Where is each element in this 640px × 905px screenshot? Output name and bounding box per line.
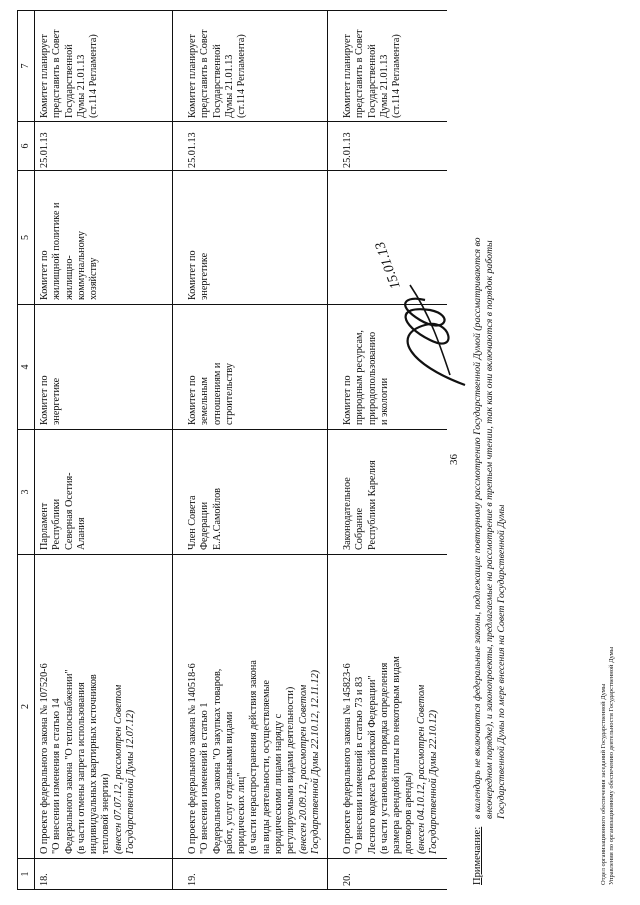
- cell-line: Федерации: [199, 501, 211, 550]
- cell-line: природным ресурсам,: [354, 330, 366, 425]
- cell-line: Думы 21.01.13: [378, 54, 390, 118]
- cell-line: Республики Карелия: [366, 460, 378, 550]
- col-header-5: 5: [17, 170, 35, 305]
- cell-line: представить в Совет: [51, 29, 63, 118]
- author-cell: [187, 432, 224, 550]
- description-line: Лесного кодекса Российской Федерации": [366, 675, 378, 854]
- description-line: "О внесении изменений в статью 1: [199, 702, 211, 854]
- col-header-2: 2: [17, 554, 35, 859]
- note-line: Государственной Думы по мере внесения на Совет Государственной Думы: [496, 504, 507, 819]
- row-divider: [172, 10, 173, 890]
- cell-line: Е.А.Самойлов: [211, 488, 223, 550]
- cell-line: Северная Осетия-: [63, 472, 75, 550]
- submission-note: Государственной Думы 12.07.12): [125, 709, 137, 854]
- table-border: [17, 10, 447, 11]
- row-divider: [327, 10, 328, 890]
- responsible-cell: [187, 174, 212, 300]
- footer-line: Управления по организационному обеспечению деятельности Государственной Думы: [608, 646, 615, 885]
- submission-note: (внесен 20.09.12, рассмотрен Советом: [297, 684, 309, 854]
- cell-line: Государственной: [63, 44, 75, 118]
- cell-line: жилищно-: [63, 255, 75, 300]
- footer-line: Отдел организационного обеспечения заседаний Государственной Думы: [600, 683, 607, 885]
- submission-note: (внесен 04.10.12, рассмотрен Советом: [415, 684, 427, 854]
- cell-line: Член Совета: [187, 495, 198, 550]
- cell-line: хозяйству: [88, 257, 100, 300]
- cell-line: энергетике: [51, 377, 63, 425]
- cell-line: Государственной: [366, 44, 378, 118]
- cell-line: Комитет по: [187, 250, 198, 300]
- cell-line: Законодательное: [342, 477, 353, 550]
- cell-line: и экологии: [378, 377, 390, 425]
- cell-line: Комитет по: [187, 375, 198, 425]
- cell-line: земельным: [199, 377, 211, 425]
- cell-line: Комитет по: [39, 375, 50, 425]
- description-line: индивидуальных квартирных источников: [88, 674, 100, 854]
- status-cell: [39, 12, 100, 118]
- calendar-table: [17, 10, 447, 890]
- description-line: тепловой энергии): [100, 773, 112, 854]
- row-date: 25.01.13: [39, 132, 50, 168]
- cell-line: Республики: [51, 498, 63, 550]
- row-number: 20.: [342, 873, 353, 886]
- cell-line: жилищной политике и: [51, 202, 63, 300]
- page-number: 36: [448, 454, 460, 465]
- description-line: "О внесении изменения в статью 14: [51, 698, 63, 854]
- cell-line: Комитет по: [342, 375, 353, 425]
- col-header-4: 4: [17, 304, 35, 430]
- description-line: О проекте федерального закона № 145823-6: [342, 663, 353, 854]
- note-label: Примечание:: [472, 826, 483, 885]
- col-header-6: 6: [17, 121, 35, 171]
- description-line: размера арендной платы по некоторым видам: [391, 656, 403, 854]
- description-line: юридическими лицами наряду с: [273, 713, 285, 854]
- cell-line: (ст.114 Регламента): [88, 34, 100, 118]
- responsible-cell: [39, 174, 100, 300]
- table-border: [17, 889, 447, 890]
- description-line: О проекте федерального закона № 140518-6: [187, 663, 198, 854]
- cell-line: (ст.114 Регламента): [236, 34, 248, 118]
- table-border: [17, 429, 447, 430]
- bill-description: [342, 558, 440, 854]
- row-date: 25.01.13: [342, 132, 353, 168]
- col-header-1: 1: [17, 858, 35, 890]
- bill-description: [39, 558, 137, 854]
- note-line: внеочередном порядке), и законопроекты, предлагаемые на рассмотрение в третьем чтении, так как они включаются в порядок работы: [484, 240, 495, 819]
- author-cell: [342, 432, 379, 550]
- row-date: 25.01.13: [187, 132, 198, 168]
- author-cell: [39, 432, 88, 550]
- submission-note: (внесен 07.07.12, рассмотрен Советом: [112, 684, 124, 854]
- description-line: на виды деятельности, осуществляемые: [260, 680, 272, 854]
- description-line: договоров аренды): [403, 772, 415, 854]
- description-line: (в части отмены запрета использования: [75, 682, 87, 854]
- committee-cell: [187, 307, 236, 425]
- cell-line: представить в Совет: [199, 29, 211, 118]
- cell-line: Алания: [75, 517, 87, 550]
- cell-line: природопользованию: [366, 331, 378, 425]
- row-number: 18.: [39, 873, 50, 886]
- cell-line: Думы 21.01.13: [75, 54, 87, 118]
- cell-line: Собрание: [354, 507, 366, 550]
- description-line: О проекте федерального закона № 107520-6: [39, 663, 50, 854]
- signature-date: 15.01.13: [372, 239, 404, 291]
- description-line: работ, услуг отдельными видами: [223, 711, 235, 854]
- cell-line: Комитет планирует: [342, 34, 353, 118]
- cell-line: Комитет планирует: [187, 34, 198, 118]
- status-cell: [342, 12, 403, 118]
- description-line: (в части установления порядка определения: [378, 662, 390, 854]
- description-line: Федерального закона "О закупках товаров,: [211, 668, 223, 854]
- submission-note: Государственной Думы 22.10.12, 12.11.12): [309, 669, 321, 854]
- cell-line: представить в Совет: [354, 29, 366, 118]
- col-header-3: 3: [17, 429, 35, 555]
- committee-cell: [39, 307, 64, 425]
- table-border: [17, 121, 447, 122]
- status-cell: [187, 12, 248, 118]
- cell-line: Парламент: [39, 502, 50, 550]
- cell-line: (ст.114 Регламента): [391, 34, 403, 118]
- footer: [600, 285, 616, 885]
- cell-line: Государственной: [211, 44, 223, 118]
- row-number: 19.: [187, 873, 198, 886]
- cell-line: отношениям и: [211, 362, 223, 425]
- cell-line: Комитет планирует: [39, 34, 50, 118]
- submission-note: Государственной Думы 22.10.12): [428, 709, 440, 854]
- table-border: [17, 170, 447, 171]
- cell-line: Комитет по: [39, 250, 50, 300]
- cell-line: коммунальному: [75, 230, 87, 300]
- description-line: Федерального закона "О теплоснабжении": [63, 669, 75, 854]
- cell-line: строительству: [223, 363, 235, 425]
- table-border: [17, 554, 447, 555]
- table-border: [17, 858, 447, 859]
- description-line: юридических лиц": [236, 772, 248, 854]
- note-line: в календарь не включаются федеральные законы, подлежащие повторному рассмотрению Государственной Думой (рассматриваются во: [472, 237, 483, 819]
- note-text: [472, 29, 508, 819]
- cell-line: Думы 21.01.13: [223, 54, 235, 118]
- handwritten-signature: [370, 235, 480, 395]
- col-header-7: 7: [17, 10, 35, 122]
- description-line: "О внесении изменений в статью 73 и 83: [354, 676, 366, 854]
- cell-line: энергетике: [199, 252, 211, 300]
- description-line: (в части нераспространения действия закона: [248, 660, 260, 854]
- description-line: регулируемыми видами деятельности): [285, 686, 297, 854]
- bill-description: [187, 558, 322, 854]
